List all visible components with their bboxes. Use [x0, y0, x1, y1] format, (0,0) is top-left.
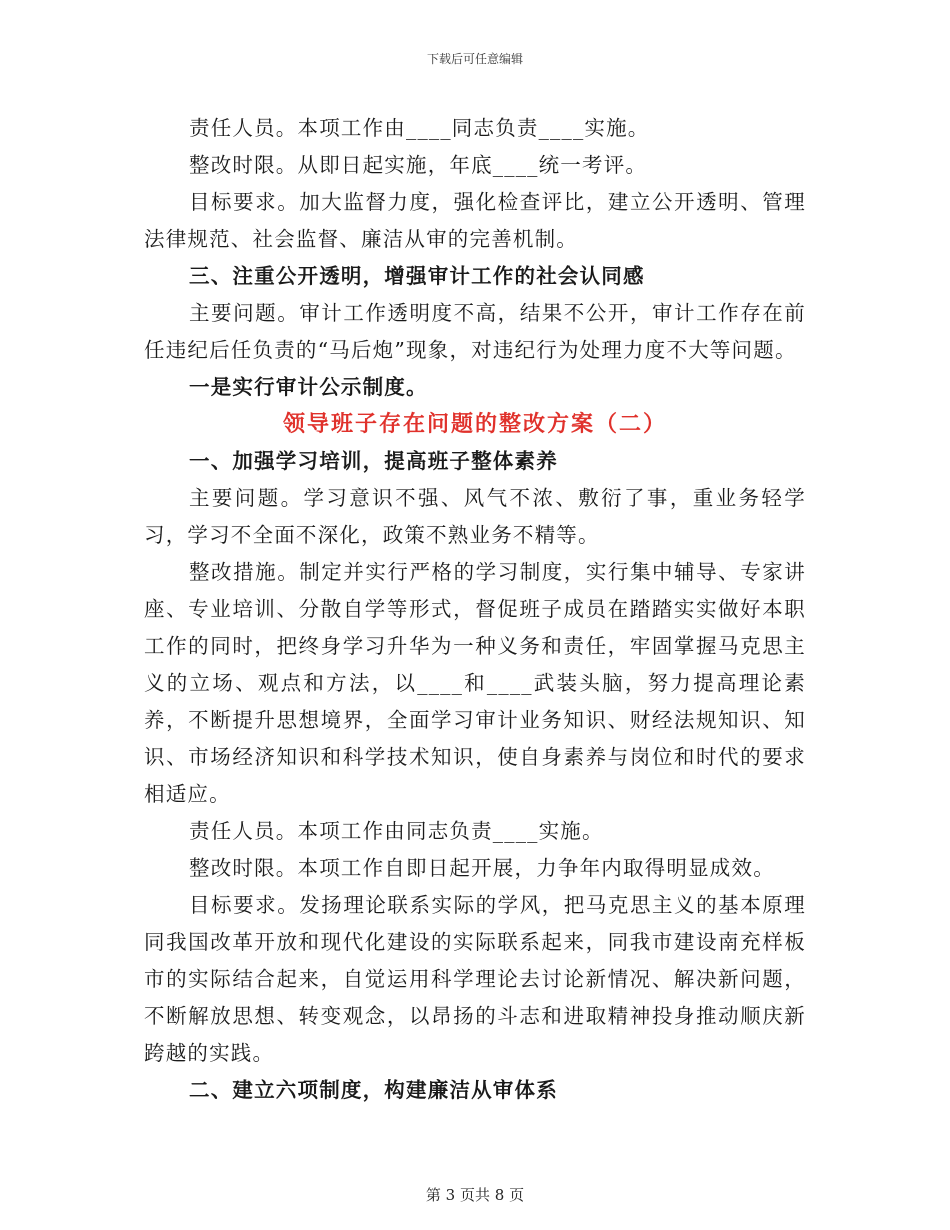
paragraph-main-problem-1: 主要问题。审计工作透明度不高，结果不公开，审计工作存在前任违纪后任负责的“马后炮”现象，对违纪行为处理力度不大等问题。 — [144, 301, 806, 362]
page-header: 下载后可任意编辑 — [426, 52, 523, 66]
paragraph-target-1: 目标要求。加大监督力度，强化检查评比，建立公开透明、管理法律规范、社会监督、廉洁从审的完善机制。 — [144, 190, 806, 251]
paragraph-responsible-persons-1: 责任人员。本项工作由____同志负责____实施。 — [189, 116, 650, 140]
paragraph-deadline-2: 整改时限。本项工作自即日起开展，力争年内取得明显成效。 — [189, 856, 775, 880]
paragraph-deadline-1: 整改时限。从即日起实施，年底____统一考评。 — [189, 153, 648, 177]
document-title: 领导班子存在问题的整改方案（二） — [282, 411, 667, 437]
subheading-audit-publicity: 一是实行审计公示制度。 — [189, 375, 428, 399]
paragraph-main-problem-2: 主要问题。学习意识不强、风气不浓、敷衍了事，重业务轻学习，学习不全面不深化，政策不熟业务不精等。 — [144, 486, 806, 547]
paragraph-responsible-persons-2: 责任人员。本项工作由同志负责____实施。 — [189, 819, 604, 843]
section-heading-2: 二、建立六项制度，构建廉洁从审体系 — [189, 1078, 558, 1102]
paragraph-target-2: 目标要求。发扬理论联系实际的学风，把马克思主义的基本原理同我国改革开放和现代化建设的实际联系起来，同我市建设南充样板市的实际结合起来，自觉运用科学理论去讨论新情况、解决新问题，不断解放思想、转变观念，以昂扬的斗志和进取精神投身推动顺庆新跨越的实践。 — [144, 893, 806, 1065]
page-footer: 第 3 页共 8 页 — [425, 1186, 525, 1204]
section-heading-3: 三、注重公开透明，增强审计工作的社会认同感 — [189, 264, 645, 288]
paragraph-measures: 整改措施。制定并实行严格的学习制度，实行集中辅导、专家讲座、专业培训、分散自学等形式，督促班子成员在踏踏实实做好本职工作的同时，把终身学习升华为一种义务和责任，牢固掌握马克思主义的立场、观点和方法，以____和____武装头脑，努力提高理论素养，不断提升思想境界，全面学习审计业务知识、财经法规知识、知识、市场经济知识和科学技术知识，使自身素养与岗位和时代的要求相适应。 — [144, 560, 806, 806]
document-body — [144, 110, 806, 1109]
section-heading-1: 一、加强学习培训，提高班子整体素养 — [189, 449, 558, 473]
